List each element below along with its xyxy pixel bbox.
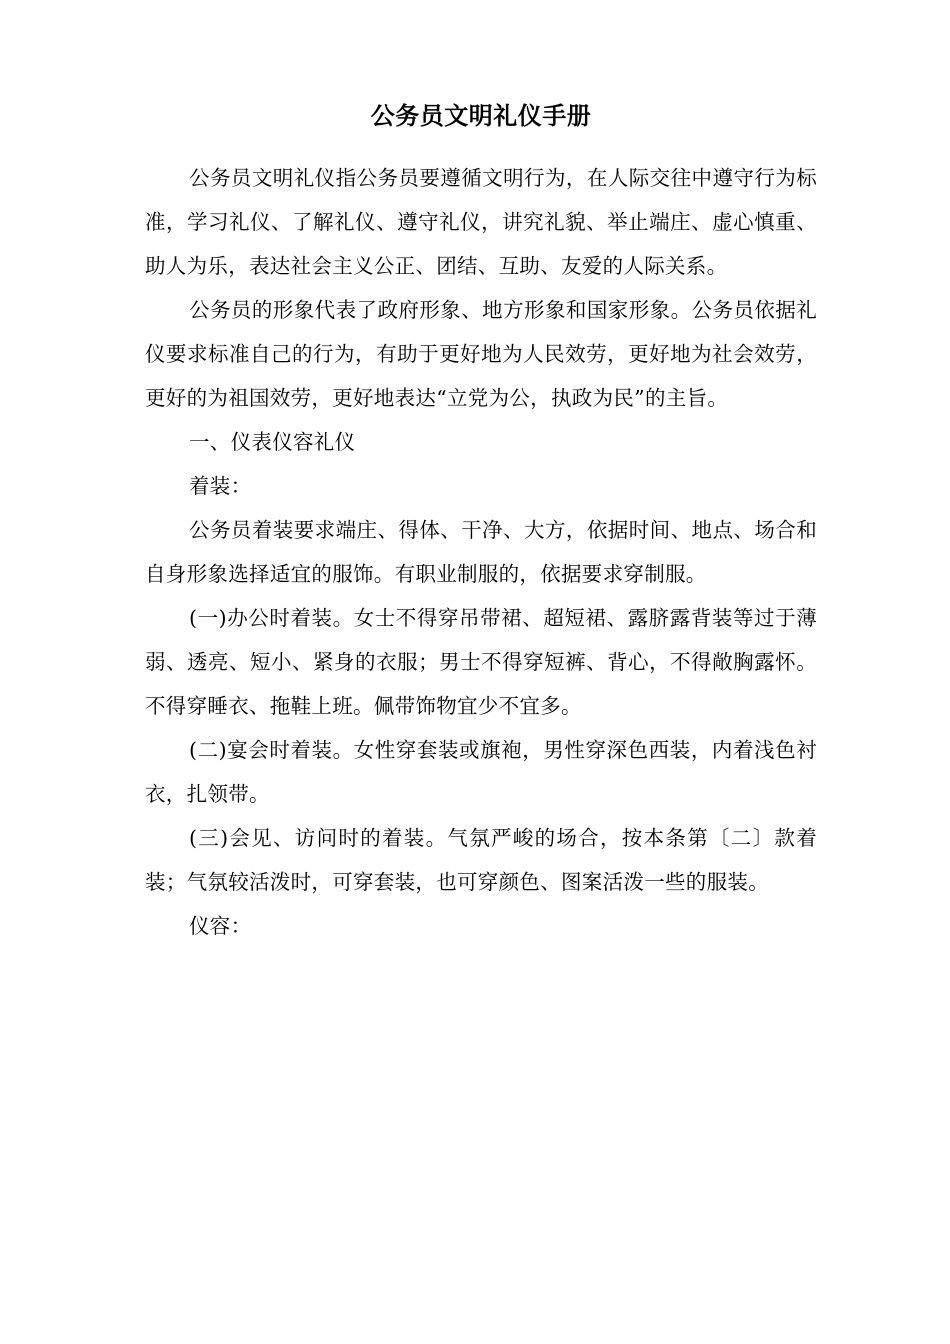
intro-paragraph-2: 公务员的形象代表了政府形象、地方形象和国家形象。公务员依据礼仪要求标准自己的行为，有助于更好地为人民效劳，更好地为社会效劳，更好的为祖国效劳，更好地表达“立党为公，执政为民”的主旨。 [145, 298, 817, 410]
dress-paragraph-general: 公务员着装要求端庄、得体、干净、大方，依据时间、地点、场合和自身形象选择适宜的服饰。有职业制服的，依据要求穿制服。 [145, 518, 817, 586]
dress-paragraph-office: (一)办公时着装。女士不得穿吊带裙、超短裙、露脐露背装等过于薄弱、透亮、短小、紧身的衣服；男士不得穿短裤、背心，不得敞胸露怀。不得穿睡衣、拖鞋上班。佩带饰物宜少不宜多。 [145, 606, 817, 718]
document-title: 公务员文明礼仪手册 [370, 102, 592, 130]
dress-paragraph-meeting: (三)会见、访问时的着装。气氛严峻的场合，按本条第〔二〕款着装；气氛较活泼时，可穿套装，也可穿颜色、图案活泼一些的服装。 [145, 826, 817, 894]
document-body [145, 96, 817, 948]
subheading-dress: 着装： [189, 474, 252, 498]
intro-paragraph-1: 公务员文明礼仪指公务员要遵循文明行为，在人际交往中遵守行为标准，学习礼仪、了解礼仪、遵守礼仪，讲究礼貌、举止端庄、虚心慎重、助人为乐，表达社会主义公正、团结、互助、友爱的人际关系。 [145, 166, 817, 278]
subheading-appearance: 仪容： [189, 914, 252, 938]
section-heading: 一、仪表仪容礼仪 [189, 430, 356, 454]
dress-paragraph-banquet: (二)宴会时着装。女性穿套装或旗袍，男性穿深色西装，内着浅色衬衣，扎领带。 [145, 738, 817, 806]
